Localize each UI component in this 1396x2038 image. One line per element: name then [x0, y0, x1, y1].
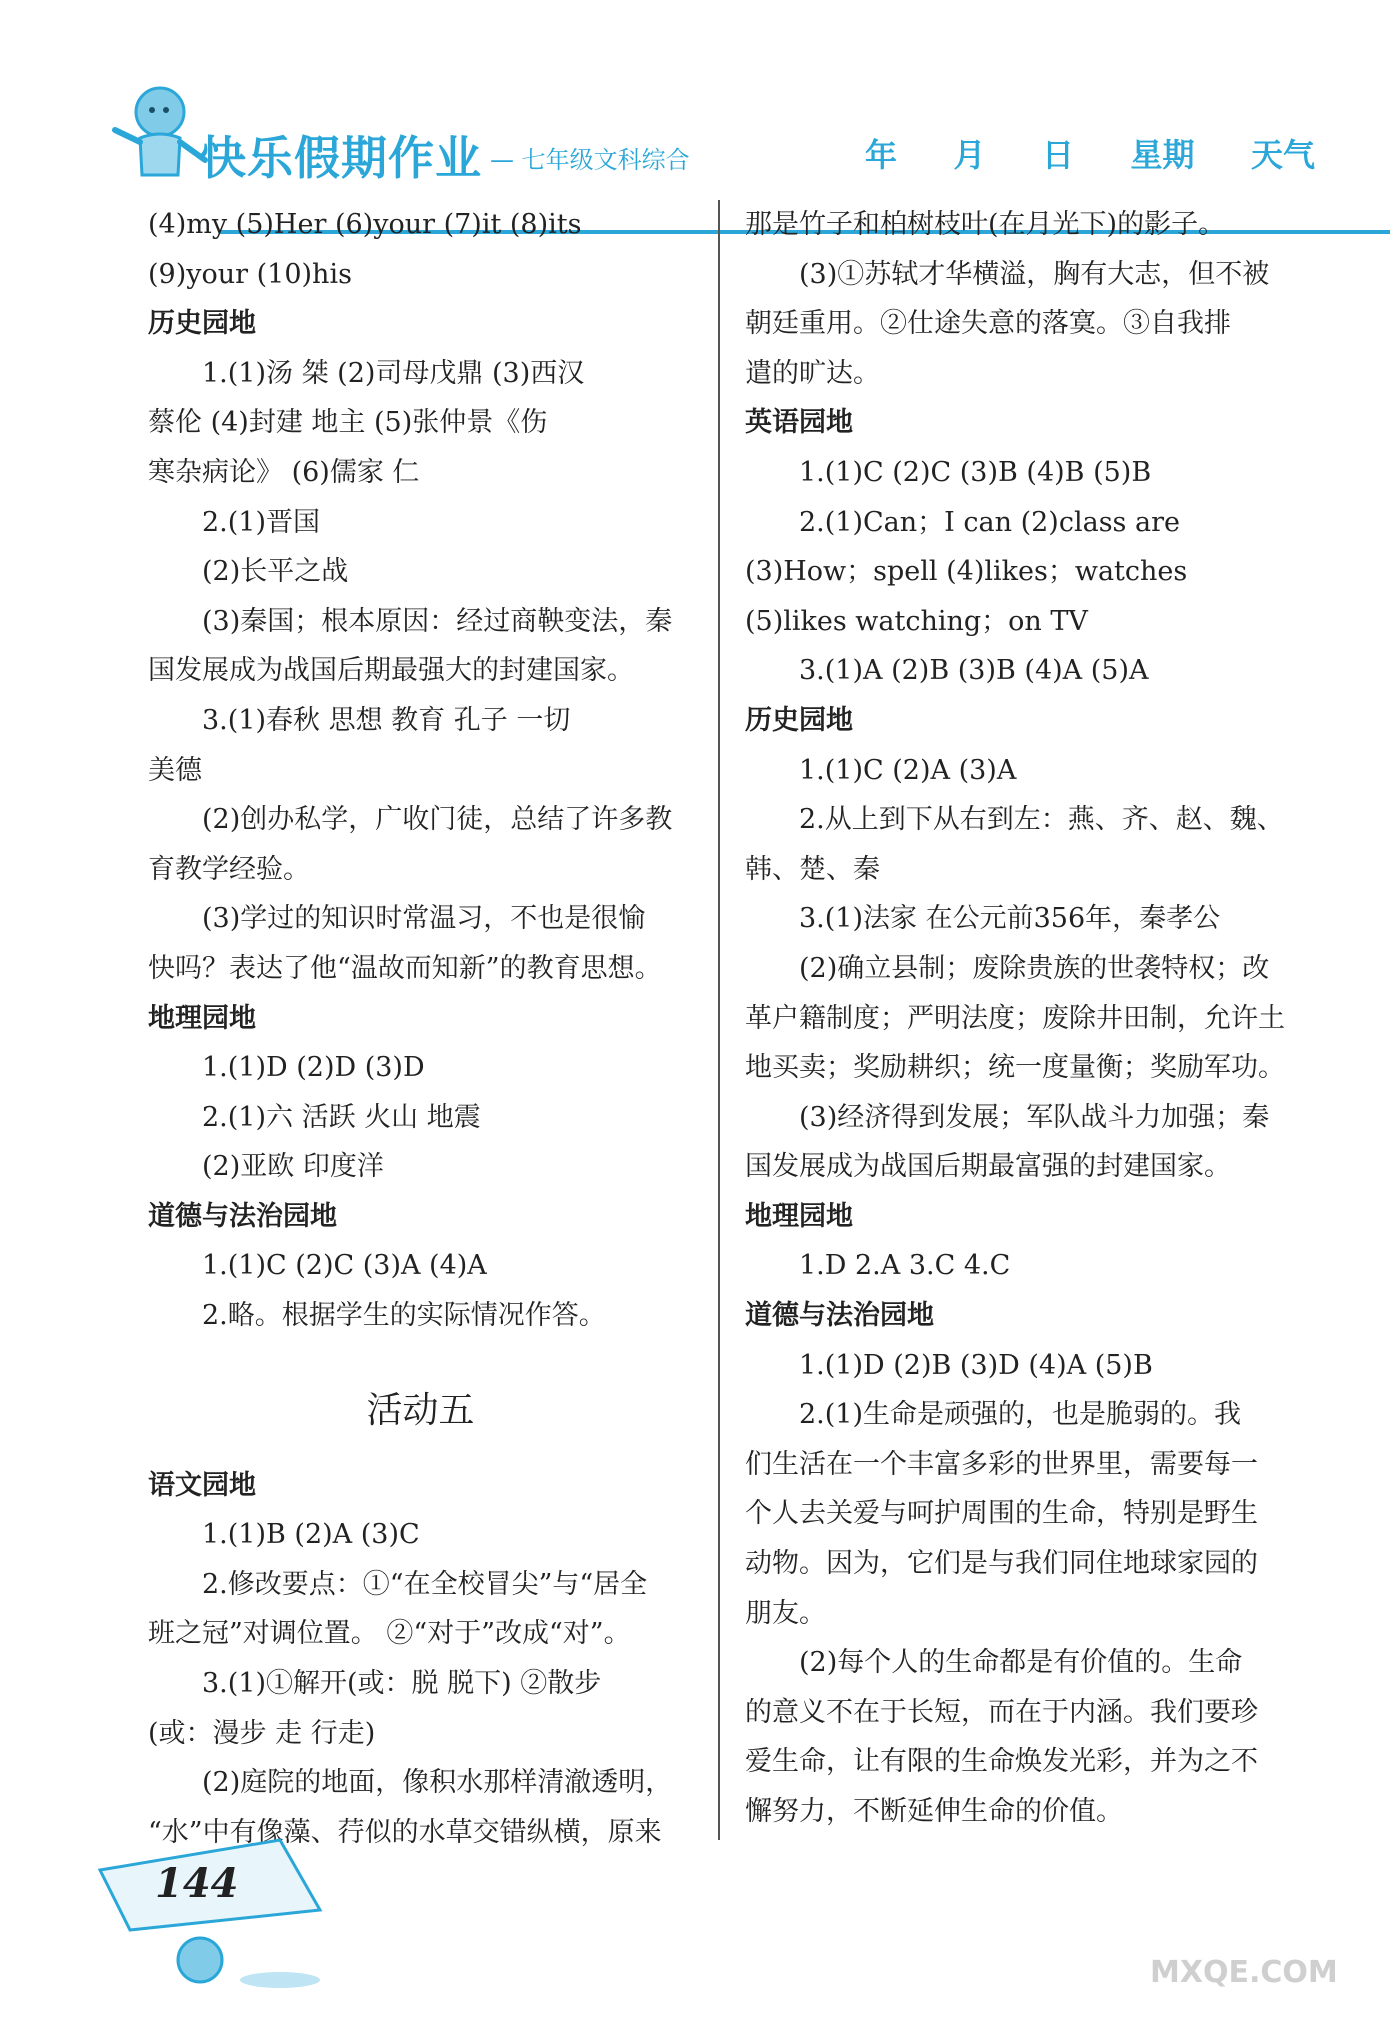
answer-line: (5)likes watching；on TV — [745, 605, 1088, 637]
answer-line: 地买卖；奖励耕织；统一度量衡；奖励军功。 — [745, 1052, 1285, 1084]
answer-line: 国发展成为战国后期最富强的封建国家。 — [745, 1151, 1231, 1183]
answer-line: (2)亚欧 印度洋 — [202, 1151, 384, 1183]
section-heading: 历史园地 — [148, 308, 256, 340]
answer-line: 3.(1)春秋 思想 教育 孔子 一切 — [202, 704, 571, 736]
date-field-weekday: 星期 — [1130, 136, 1195, 174]
page-footer — [80, 1800, 360, 2000]
date-fields — [865, 130, 1315, 176]
answer-line: 个人去关爱与呵护周围的生命，特别是野生 — [745, 1498, 1258, 1530]
answer-line: (9)your (10)his — [148, 258, 352, 290]
answer-line: 1.(1)C (2)C (3)A (4)A — [202, 1250, 487, 1282]
answer-line: 朋友。 — [745, 1597, 826, 1629]
brand-subtitle: — 七年级文科综合 — [490, 146, 690, 174]
section-heading: 语文园地 — [148, 1469, 256, 1501]
answer-line: 班之冠”对调位置。 ②“对于”改成“对”。 — [148, 1618, 631, 1650]
right-column — [745, 200, 1290, 1837]
answer-line: (4)my (5)Her (6)your (7)it (8)its — [148, 209, 582, 240]
answer-line: 的意义不在于长短，而在于内涵。我们要珍 — [745, 1696, 1258, 1728]
section-heading: 道德与法治园地 — [745, 1300, 934, 1332]
answer-line: 蔡伦 (4)封建 地主 (5)张仲景《伤 — [148, 407, 548, 439]
answer-line: 1.(1)C (2)C (3)B (4)B (5)B — [799, 456, 1152, 488]
answer-line: “水”中有像藻、荇似的水草交错纵横，原来 — [148, 1816, 662, 1848]
answer-line: 快吗？表达了他“温故而知新”的教育思想。 — [148, 952, 662, 984]
answer-line: (3)经济得到发展；军队战斗力加强；秦 — [799, 1101, 1270, 1133]
page-number: 144 — [155, 1860, 239, 1907]
answer-line: 1.(1)D (2)D (3)D — [202, 1052, 425, 1084]
date-field-year: 年 — [865, 136, 898, 174]
activity-title: 活动五 — [366, 1389, 475, 1431]
answer-line: 寒杂病论》 (6)儒家 仁 — [148, 456, 420, 488]
answer-line: 爱生命，让有限的生命焕发光彩，并为之不 — [745, 1746, 1258, 1778]
answer-line: (3)①苏轼才华横溢，胸有大志，但不被 — [799, 258, 1270, 290]
section-heading: 地理园地 — [148, 1002, 256, 1034]
answer-line: 1.(1)C (2)A (3)A — [799, 754, 1017, 786]
answer-line: (2)长平之战 — [202, 556, 349, 588]
answer-line: (3)秦国；根本原因：经过商鞅变法，秦 — [202, 605, 673, 637]
answer-line: 那是竹子和柏树枝叶(在月光下)的影子。 — [745, 209, 1226, 240]
answer-line: 2.略。根据学生的实际情况作答。 — [202, 1300, 606, 1332]
section-heading: 英语园地 — [745, 407, 853, 439]
answer-line: 遣的旷达。 — [745, 357, 880, 389]
date-field-weather: 天气 — [1250, 136, 1315, 174]
answer-line: 2.(1)生命是顽强的，也是脆弱的。我 — [799, 1399, 1242, 1431]
answer-line: 1.(1)B (2)A (3)C — [202, 1519, 420, 1551]
answer-line: 3.(1)法家 在公元前356年，秦孝公 — [799, 903, 1221, 935]
left-column — [148, 200, 693, 1857]
answer-line: 们生活在一个丰富多彩的世界里，需要每一 — [745, 1448, 1258, 1480]
answer-line: 2.(1)Can；I can (2)class are — [799, 506, 1180, 538]
answer-line: (2)创办私学，广收门徒，总结了许多教 — [202, 804, 673, 836]
answer-line: (2)庭院的地面，像积水那样清澈透明， — [202, 1767, 673, 1799]
answer-line: (3)学过的知识时常温习，不也是很愉 — [202, 903, 646, 935]
answer-line: 韩、楚、秦 — [745, 853, 880, 885]
answer-line: 国发展成为战国后期最强大的封建国家。 — [148, 655, 634, 687]
brand-title: 快乐假期作业 — [200, 131, 482, 185]
answer-line: 3.(1)①解开(或：脱 脱下) ②散步 — [202, 1668, 602, 1700]
column-divider — [718, 200, 720, 1840]
answer-line: 1.D 2.A 3.C 4.C — [799, 1250, 1011, 1282]
answer-line: 革户籍制度；严明法度；废除井田制，允许土 — [745, 1002, 1285, 1034]
section-heading: 历史园地 — [745, 704, 853, 736]
answer-line: (3)How；spell (4)likes；watches — [745, 556, 1188, 588]
answer-line: (2)确立县制；废除贵族的世袭特权；改 — [799, 952, 1270, 984]
answer-line: (2)每个人的生命都是有价值的。生命 — [799, 1647, 1243, 1679]
answer-line: 1.(1)D (2)B (3)D (4)A (5)B — [799, 1349, 1153, 1381]
answer-line: 1.(1)汤 桀 (2)司母戊鼎 (3)西汉 — [202, 357, 585, 389]
date-field-month: 月 — [953, 136, 986, 174]
answer-line: 2.修改要点：①“在全校冒尖”与“居全 — [202, 1568, 648, 1600]
answer-line: 懈努力，不断延伸生命的价值。 — [745, 1796, 1123, 1827]
answer-line: 朝廷重用。②仕途失意的落寞。③自我排 — [745, 308, 1231, 340]
answer-line: 动物。因为，它们是与我们同住地球家园的 — [745, 1548, 1258, 1580]
section-heading: 道德与法治园地 — [148, 1200, 337, 1232]
answer-line: 2.(1)晋国 — [202, 506, 321, 538]
answer-line: (或：漫步 走 行走) — [148, 1717, 376, 1749]
page-header — [80, 60, 1315, 185]
section-heading: 地理园地 — [745, 1200, 853, 1232]
answer-line: 2.(1)六 活跃 火山 地震 — [202, 1101, 481, 1133]
answer-line: 育教学经验。 — [148, 853, 310, 885]
date-field-day: 日 — [1041, 136, 1074, 174]
watermark-text: MXQE.COM — [1150, 1955, 1338, 1990]
answer-line: 2.从上到下从右到左：燕、齐、赵、魏、 — [799, 804, 1284, 836]
answer-line: 美德 — [148, 754, 202, 786]
answer-line: 3.(1)A (2)B (3)B (4)A (5)A — [799, 655, 1149, 687]
